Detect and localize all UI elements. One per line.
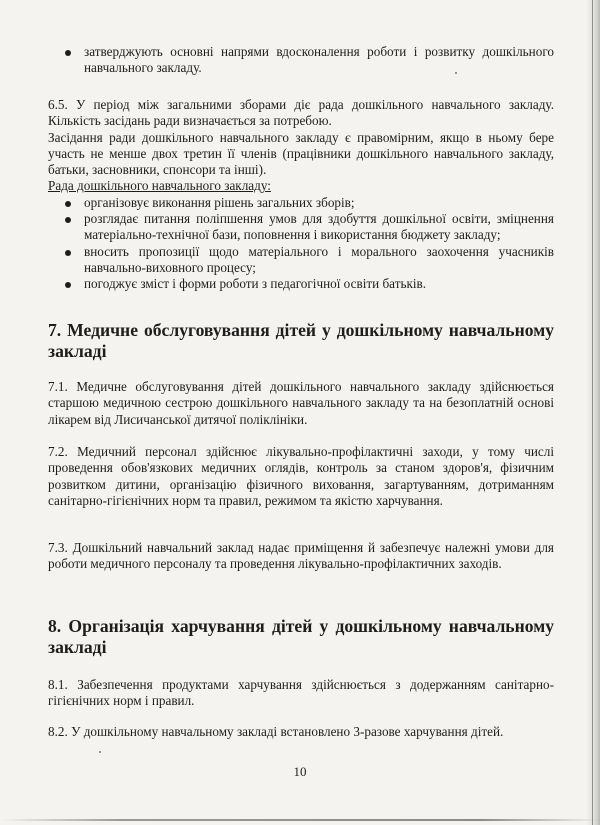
list-item: вносить пропозиції щодо матеріального і морального заохочення учасників навчально-виховного процесу; bbox=[48, 244, 554, 277]
list-item: погоджує зміст і форми роботи з педагогічної освіти батьків. bbox=[48, 276, 554, 292]
section-7 bbox=[48, 320, 554, 362]
paragraph-7-2: 7.2. Медичний персонал здійснює лікувально-профілактичні заходи, у тому числі проведення обов'язкових медичних оглядів, контроль за станом здоров'я, фізичним розвитком дитини, організацію фізичного виховання, загартуванням, дотриманням санітарно-гігієнічних норм та правил, режимом та якістю харчування. bbox=[48, 444, 554, 508]
list-item: розглядає питання поліпшення умов для здобуття дошкільної освіти, зміцнення матеріально-технічної бази, поповнення і використання бюджету закладу; bbox=[48, 211, 554, 244]
scan-speck bbox=[455, 72, 457, 74]
page-edge-shadow bbox=[586, 0, 600, 825]
paragraph-8-1: 8.1. Забезпечення продуктами харчування здійснюється з додержанням санітарно-гігієнічних норм і правил. bbox=[48, 677, 554, 709]
paragraph-7-3: 7.3. Дошкільний навчальний заклад надає приміщення й забезпечує належні умови для роботи медичного персоналу та проведення лікувально-профілактичних заходів. bbox=[48, 540, 554, 572]
list-item: затверджують основні напрями вдосконалення роботи і розвитку дошкільного навчального закладу. bbox=[48, 44, 554, 77]
council-bullet-list bbox=[48, 195, 554, 293]
paragraph-7-1: 7.1. Медичне обслуговування дітей дошкільного навчального закладу здійснюється старшою медичною сестрою дошкільного навчального закладу та на безоплатній основі лікарем від Лисичанської дитячої поліклініки. bbox=[48, 379, 554, 427]
scan-speck bbox=[99, 751, 101, 753]
paragraph-6-5 bbox=[48, 97, 554, 293]
list-item: організовує виконання рішень загальних зборів; bbox=[48, 195, 554, 211]
page-bottom-edge bbox=[0, 819, 600, 821]
page-number: 10 bbox=[293, 764, 307, 779]
council-label: Рада дошкільного навчального закладу: bbox=[48, 178, 271, 194]
section-8 bbox=[48, 616, 554, 658]
top-bullet-list bbox=[48, 44, 554, 77]
section-8-heading: 8. Організація харчування дітей у дошкільному навчальному закладі bbox=[48, 616, 554, 657]
paragraph-6-5-a: 6.5. У період між загальними зборами діє рада дошкільного навчального закладу. Кількість засідань ради визначається за потребою. bbox=[48, 97, 554, 129]
paragraph-8-2: 8.2. У дошкільному навчальному закладі встановлено 3-разове харчування дітей. bbox=[48, 724, 504, 739]
section-7-heading: 7. Медичне обслуговування дітей у дошкільному навчальному закладі bbox=[48, 320, 554, 361]
paragraph-6-5-b: Засідання ради дошкільного навчального закладу є правомірним, якщо в ньому бере участь не менше двох третин її членів (працівники дошкільного навчального закладу, батьки, засновники, спонсори та інші). bbox=[48, 129, 554, 178]
page-edge-line bbox=[592, 0, 593, 825]
